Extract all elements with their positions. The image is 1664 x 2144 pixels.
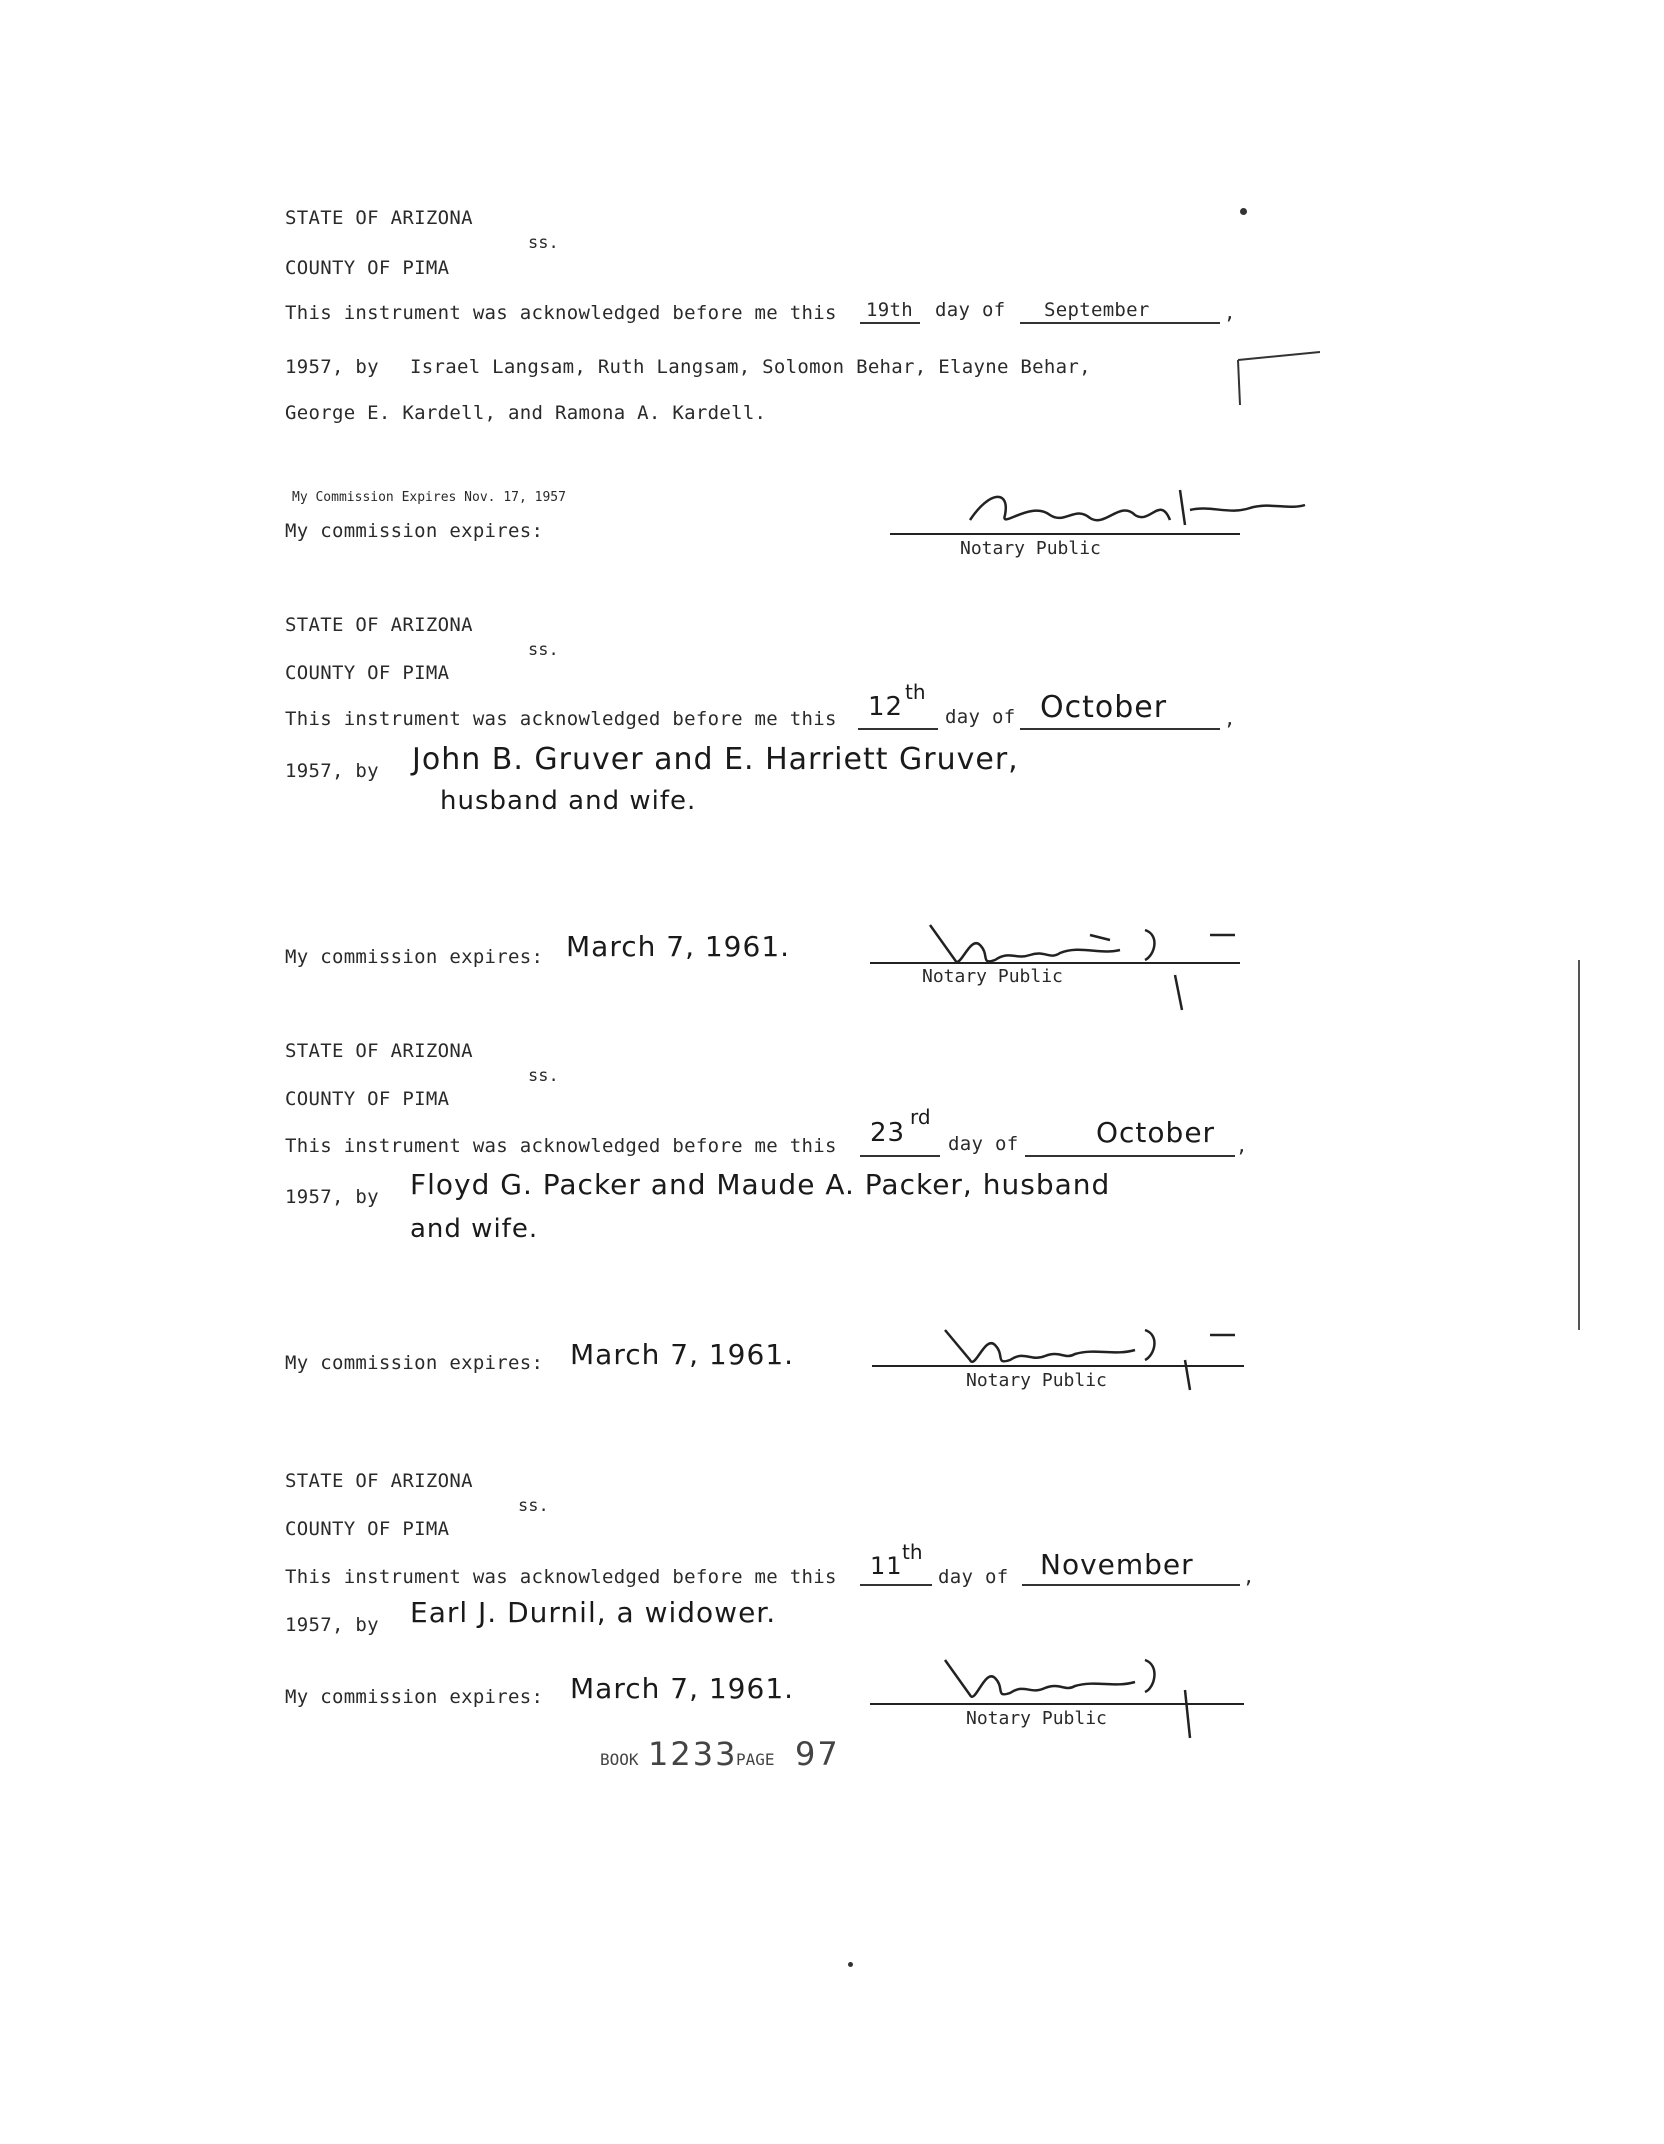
page-number: 97 (795, 1735, 840, 1773)
acknowledgment-text: This instrument was acknowledged before me this (285, 1566, 837, 1588)
year-by-text: 1957, by (285, 760, 379, 782)
parties-line-1: Floyd G. Packer and Maude A. Packer, husband (410, 1168, 1111, 1201)
notary-signature-1 (950, 470, 1310, 540)
scan-mark (1230, 350, 1330, 410)
notary-public-label: Notary Public (960, 538, 1101, 559)
scan-speck (1240, 208, 1247, 215)
ss-abbreviation: ss. (518, 1496, 549, 1516)
scan-speck (848, 1962, 853, 1967)
notary-signature-2 (920, 915, 1250, 1015)
commission-date: March 7, 1961. (570, 1338, 795, 1371)
ss-abbreviation: ss. (528, 1066, 559, 1086)
parties-line-1: John B. Gruver and E. Harriett Gruver, (412, 742, 1019, 777)
day-value: 12 (868, 692, 904, 722)
notary-signature-line (890, 533, 1240, 535)
commission-date: March 7, 1961. (570, 1672, 795, 1705)
day-value: 19th (866, 299, 913, 321)
notary-signature-line (870, 1703, 1244, 1705)
commission-seal-stamp: My Commission Expires Nov. 17, 1957 (292, 490, 566, 505)
day-of-text: day of (935, 299, 1006, 321)
month-value: September (1044, 299, 1150, 321)
parties-line-1: Israel Langsam, Ruth Langsam, Solomon Behar, Elayne Behar, (410, 356, 1091, 378)
county-heading: COUNTY OF PIMA (285, 257, 450, 279)
commission-date: March 7, 1961. (566, 930, 791, 963)
day-suffix: rd (910, 1105, 931, 1129)
month-underline (1020, 322, 1220, 324)
state-heading: STATE OF ARIZONA (285, 614, 473, 636)
acknowledgment-text: This instrument was acknowledged before me this (285, 708, 837, 730)
page-label: PAGE (736, 1750, 775, 1769)
day-of-text: day of (938, 1566, 1009, 1588)
notary-public-label: Notary Public (966, 1370, 1107, 1391)
day-underline (860, 322, 920, 324)
parties-line-2: George E. Kardell, and Ramona A. Kardell. (285, 402, 767, 424)
month-underline (1020, 728, 1220, 730)
ss-abbreviation: ss. (528, 640, 559, 660)
day-value: 23 (870, 1118, 906, 1148)
acknowledgment-text: This instrument was acknowledged before me this (285, 1135, 837, 1157)
year-by-text: 1957, by (285, 1186, 379, 1208)
month-underline (1025, 1155, 1235, 1157)
acknowledgment-text: This instrument was acknowledged before me this (285, 302, 837, 324)
state-heading: STATE OF ARIZONA (285, 207, 473, 229)
book-label: BOOK (600, 1750, 639, 1769)
day-underline (860, 1584, 932, 1586)
commission-label: My commission expires: (285, 1686, 544, 1708)
parties-line-1: Earl J. Durnil, a widower. (410, 1596, 777, 1629)
comma: , (1224, 302, 1236, 324)
commission-label: My commission expires: (285, 1352, 544, 1374)
day-underline (860, 1155, 940, 1157)
month-underline (1022, 1584, 1240, 1586)
county-heading: COUNTY OF PIMA (285, 1088, 450, 1110)
day-of-text: day of (948, 1133, 1019, 1155)
notary-public-label: Notary Public (922, 966, 1063, 987)
comma: , (1236, 1135, 1248, 1157)
comma: , (1224, 708, 1236, 730)
state-heading: STATE OF ARIZONA (285, 1040, 473, 1062)
day-value: 11 (870, 1552, 903, 1580)
day-suffix: th (902, 1540, 923, 1564)
notary-signature-4 (935, 1650, 1245, 1745)
parties-line-2: husband and wife. (440, 786, 697, 816)
year-by-text: 1957, by (285, 356, 379, 378)
book-number: 1233 (648, 1735, 738, 1773)
scan-edge-line (1578, 960, 1580, 1330)
month-value: November (1040, 1548, 1194, 1581)
day-suffix: th (905, 680, 926, 704)
parties-line-2: and wife. (410, 1214, 539, 1244)
county-heading: COUNTY OF PIMA (285, 662, 450, 684)
commission-label: My commission expires: (285, 946, 544, 968)
notary-signature-line (870, 962, 1240, 964)
notary-signature-line (872, 1365, 1244, 1367)
state-heading: STATE OF ARIZONA (285, 1470, 473, 1492)
county-heading: COUNTY OF PIMA (285, 1518, 450, 1540)
month-value: October (1096, 1116, 1216, 1149)
commission-label: My commission expires: (285, 520, 544, 542)
day-underline (858, 728, 938, 730)
ss-abbreviation: ss. (528, 233, 559, 253)
notary-public-label: Notary Public (966, 1708, 1107, 1729)
year-by-text: 1957, by (285, 1614, 379, 1636)
day-of-text: day of (945, 706, 1016, 728)
comma: , (1243, 1566, 1255, 1588)
month-value: October (1040, 690, 1168, 725)
